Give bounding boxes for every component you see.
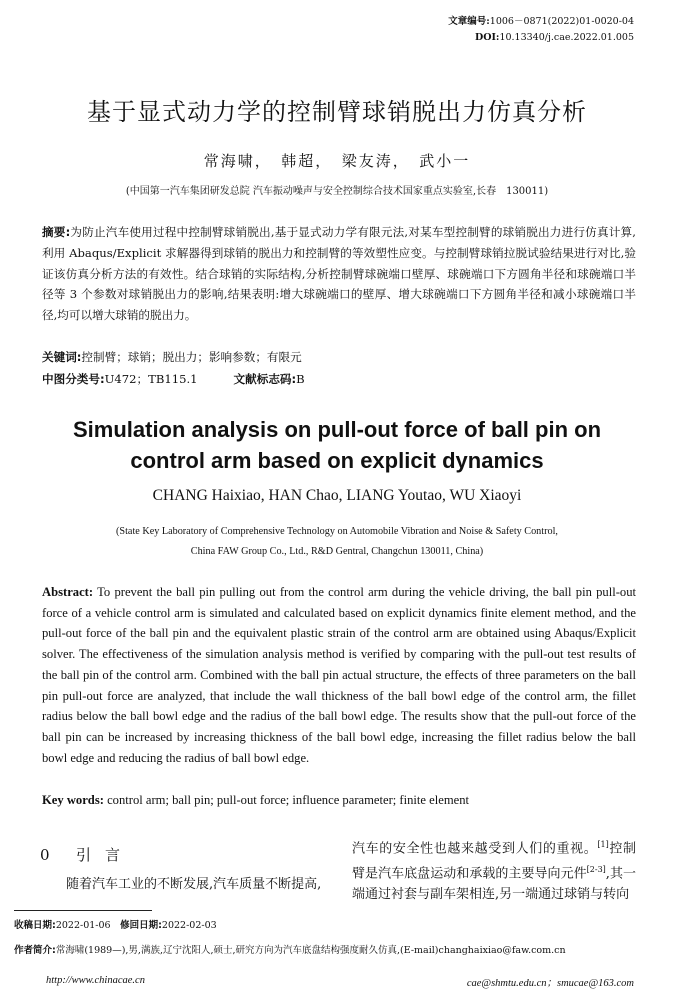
abstract-english-label: Abstract:: [42, 585, 94, 599]
author-bio-label: 作者简介:: [14, 945, 56, 956]
title-chinese: 基于显式动力学的控制臂球销脱出力仿真分析: [87, 98, 587, 126]
body-text-right-column: [352, 835, 636, 905]
citation-2-3[interactable]: [2-3]: [586, 864, 606, 874]
footnote-divider: [14, 910, 152, 911]
body-right-part-2: 控制臂是汽车底盘运动和承载的主要导向元件: [352, 841, 636, 882]
doi-label: DOI:: [474, 32, 500, 43]
section-heading: [40, 844, 134, 865]
title-english: [0, 414, 674, 476]
authors-english: CHANG Haixiao, HAN Chao, LIANG Youtao, WU Xiaoyi: [152, 487, 522, 504]
doi: [475, 30, 634, 45]
affiliation-chinese: (中国第一汽车集团研发总院 汽车振动噪声与安全控制综合技术国家重点实验室,长春 130011): [125, 186, 549, 197]
author-bio-text: 常海啸(1989—),男,满族,辽宁沈阳人,硕士,研究方向为汽车底盘结构强度耐久仿真,(E-mail)changhaixiao@faw.com.cn: [55, 945, 566, 956]
section-number: 0: [40, 846, 50, 864]
received-date-label: 收稿日期:: [14, 920, 56, 931]
keywords-english-text: control arm; ball pin; pull-out force; influence parameter; finite element: [107, 793, 470, 807]
affiliation-english-line-1: (State Key Laboratory of Comprehensive Technology on Automobile Vibration and Noise & Safety Control,: [116, 526, 558, 537]
keywords-english-label: Key words:: [42, 793, 104, 807]
keywords-chinese-text: 控制臂；球销；脱出力；影响参数；有限元: [81, 350, 302, 364]
journal-emails[interactable]: cae@shmtu.edu.cn；smucae@163.com: [466, 978, 634, 989]
revised-date: 2022-02-03: [161, 920, 217, 931]
keywords-english: [42, 793, 469, 808]
affiliation-english: [0, 522, 674, 562]
affiliation-english-line-2: China FAW Group Co., Ltd., R&D Gentral, Changchun 130011, China): [190, 546, 484, 557]
abstract-chinese-label: 摘要:: [42, 225, 71, 239]
document-code-label: 文献标志码:: [233, 372, 297, 386]
article-number: [448, 14, 634, 29]
document-code-value: B: [296, 372, 305, 386]
body-right-part-3: ,其一端通过衬套与副车架相连,另一端通过球销与转向: [352, 866, 636, 902]
revised-date-label: 修回日期:: [120, 920, 162, 931]
received-date: 2022-01-06: [55, 920, 111, 931]
citation-1[interactable]: [1]: [597, 840, 609, 849]
footnote-dates: [14, 917, 217, 931]
section-title: 引言: [76, 846, 135, 864]
keywords-chinese: [42, 349, 302, 365]
abstract-chinese: [42, 222, 636, 326]
abstract-english: [42, 582, 636, 768]
title-english-line-1: Simulation analysis on pull-out force of ball pin on: [72, 417, 602, 442]
title-english-line-2: control arm based on explicit dynamics: [130, 448, 544, 473]
body-right-part-1: 汽车的安全性也越来越受到人们的重视。: [352, 841, 598, 857]
clc-value: U472；TB115.1: [104, 372, 198, 386]
abstract-chinese-text: 为防止汽车使用过程中控制臂球销脱出,基于显式动力学有限元法,对某车型控制臂的球销脱出力进行仿真计算,利用 Abaqus/Explicit 求解器得到球销的脱出力和控制臂的等效塑性应变。与控制臂球销拉脱试验结果进行对比,验证该仿真分析方法的有效性。结合球销的实际结构,分析控制臂球碗端口壁厚、球碗端口下方圆角半径和球碗端口半径等 3 个参数对球销脱出力的影响,结果表明:增大球碗端口的壁厚、增大球碗端口下方圆角半径和减小球碗端口半径,均可以增大球销的脱出力。: [42, 225, 636, 323]
footnote-author: [14, 942, 566, 956]
article-number-label: 文章编号:: [448, 16, 490, 27]
keywords-chinese-label: 关键词:: [42, 350, 82, 364]
classification-line: [42, 371, 305, 387]
journal-url[interactable]: http://www.chinacae.cn: [46, 975, 145, 986]
abstract-english-text: To prevent the ball pin pulling out from the control arm during the vehicle driving, the ball pin pull-out force of a vehicle control arm is simulated and calculated based on explicit dynamics finite element method, and the pull-out force of the ball pin and the equivalent plastic strain of the control arm are obtained using Abaqus/Explicit solver. The effectiveness of the simulation analysis method is verified by comparing with the pull-out test results of the ball pin of the control arm. Combined with the ball pin actual structure, the effects of three parameters on the ball pin pull-out force are analyzed, that include the wall thickness of the ball bowl edge of the control arm, the fillet radius below the ball bowl edge and the radius of the ball bowl edge. The results show that the pull-out force of the ball pin can be increased by increasing thickness of the ball bowl edge, increasing the fillet radius below the ball bowl edge and reducing the radius of ball bowl edge.: [42, 585, 637, 765]
body-text-left-column: 随着汽车工业的不断发展,汽车质量不断提高,: [66, 877, 322, 892]
doi-value: 10.13340/j.cae.2022.01.005: [499, 32, 634, 43]
clc-label: 中图分类号:: [42, 372, 105, 386]
article-number-value: 1006－0871(2022)01-0020-04: [489, 16, 634, 27]
authors-chinese: 常海啸， 韩超， 梁友涛， 武小一: [203, 152, 471, 170]
